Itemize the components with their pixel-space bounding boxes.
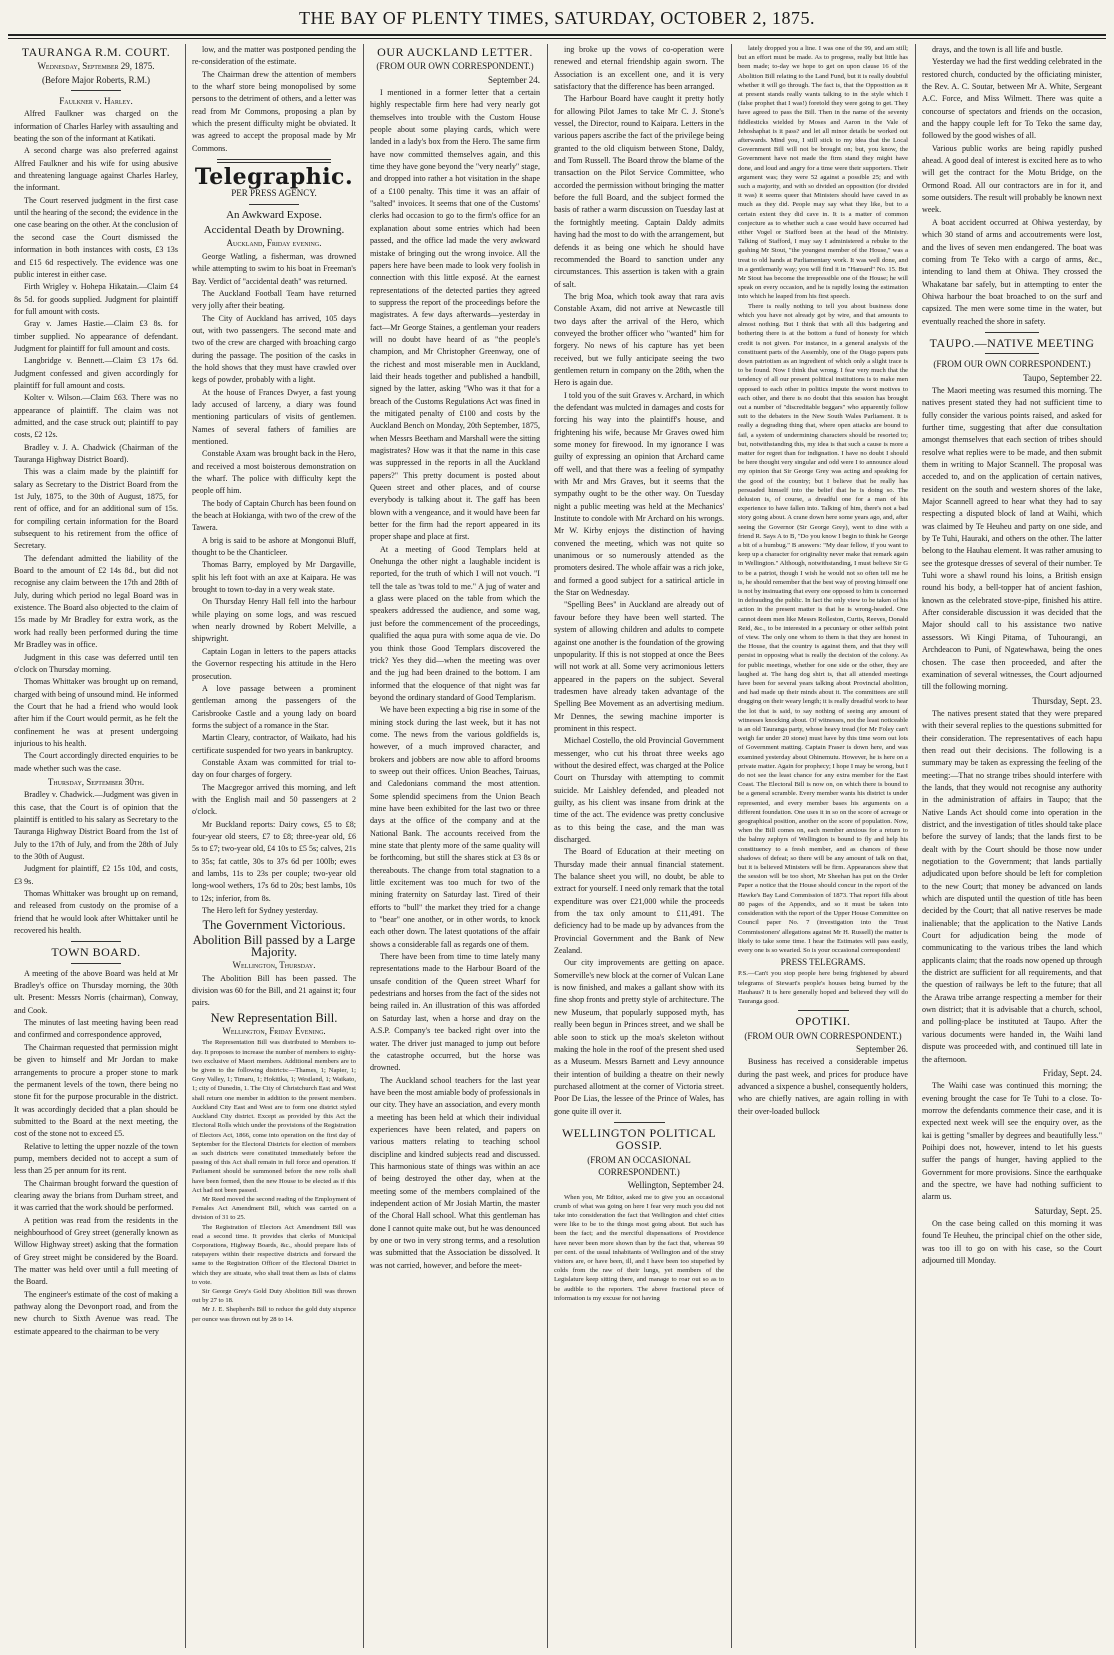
- taupo-paragraphs-3: [922, 1080, 1102, 1203]
- wellington-gossip-paragraphs: [554, 1193, 724, 1303]
- masthead-rule: [8, 34, 1106, 36]
- paragraph: The Chairman requested that permission might be given to himself and Mr Jordan to make arrangements to procure a proper stone to mark the permanent levels of the town, there being no stone fit for the purpose procurable in the district. It was accordingly decided that a plan should be submitted to the Board at the next meeting, the cost of the stone not to exceed £5.: [14, 1042, 178, 1139]
- divider: [798, 1010, 849, 1011]
- paragraph: The Macgregor arrived this morning, and left with the English mail and 50 passengers at 2 o'clock.: [192, 782, 356, 817]
- taupo-date: Taupo, September 22.: [1023, 372, 1102, 383]
- wellington-gossip-byline: (FROM AN OCCASIONAL CORRESPONDENT.): [587, 1154, 691, 1177]
- court-paragraphs: [14, 108, 178, 775]
- paragraph: Judgment for plaintiff, £2 15s 10d, and costs, £3 9s.: [14, 864, 178, 886]
- paragraph: ing broke up the vows of co-operation were renewed and eternal friendship again sworn. The Association is an excellent one, and it is very satisfactory that the difference has been arranged.: [554, 45, 724, 92]
- paragraph: Bradley v. Chadwick.—Judgment was given in this case, that the Court is of opinion that the plaintiff is entitled to his salary as Secretary to the Tauranga Highway District Board from the 1st of July to the 17th of July, and from the 28th of July to the 30th of August.: [14, 790, 178, 861]
- paragraph: "Spelling Bees" in Auckland are already out of favour before they have been well started. The system of allowing children and adults to compete against one another is the foundation of the growing unpopularity. If this is not stopped at once the Bees will not work at all. Some very acrimonious letters appeared in the papers on the subject. Several tradesmen have already taken advantage of the Spelling Bee Movement as an advertising medium. Mr Dennes, the sewing machine importer is prominent in this respect.: [554, 600, 724, 733]
- paragraph: drays, and the town is all life and bustle.: [932, 45, 1063, 54]
- wellington-gossip-heading: WELLINGTON POLITICAL GOSSIP.: [561, 1125, 717, 1153]
- column-rule: [915, 44, 916, 1648]
- paragraph: The Abolition Bill has been passed. The division was 60 for the Bill, and 21 against it; four pairs.: [192, 973, 356, 1008]
- paragraph: Yesterday we had the first wedding celebrated in the restored church, conducted by the officiating minister, the Rev. A. C. Soutar, between Mr A. White, Sergeant A.C. Force, and Miss Wilmett. There was quite a concourse of spectators and friends on the occasion, and the happy couple left for To Teko the same day, followed by the good wishes of all.: [922, 57, 1102, 141]
- court-dateline-2: Thursday, September 30th.: [47, 776, 145, 787]
- wellington-dateline-2: Wellington, Friday Evening.: [222, 1026, 326, 1037]
- auckland-letter-date: September 24.: [488, 74, 540, 85]
- court-magistrate: (Before Major Roberts, R.M.): [42, 74, 150, 85]
- paragraph: Constable Axam was brought back in the Hero, and received a most boisterous demonstration on the wharf. The police with difficulty kept the people off him.: [192, 449, 356, 496]
- paragraph: The Registration of Electors Act Amendment Bill was read a second time. It provides that clerks of Municipal Corporations, Highway Boards, &c., should prepare lists of ratepayers within their respective districts and forward the same to the Registration Officer of the Electoral District in which they are situate, who shall treat them as lists of claims to vote.: [192, 1223, 356, 1286]
- paragraph: I mentioned in a former letter that a certain highly respectable firm here had very nearly got themselves into trouble with the Custom House people about some playing cards, which were landed in a lady's box from the Hero. The same firm have now committed themselves again, and this time they have gone beyond the "very nearly" stage, and dropped into rather a hot visitation in the shape of a £100 penalty. This time it was an affair of "salted" invoices. It seems that one of the Customs' clerks had occasion to go to the firm's office for an explanation about some entries which had been passed, and the office lad made the very awkward mistake of bringing out the wrong invoice. All the papers here have been made to look very foolish in connection with this little exposé. At the earnest representations of the detected parties they agreed to suppress the report of the proceedings before the magistrates. A few days afterwards—yesterday in fact—Mr George Staines, a gentleman your readers will no doubt have heard of as "the people's champion, and Mr Christopher Greenway, one of the richest and most miserable men in Auckland, laid their heads together and published a handbill, signed by the latter, asking "Who was it that for a breach of the Customs Regulations Act was fined in the mitigated penalty of £100 and costs by the Auckland Bench on Monday, 20th September, 1875, when Messrs Beetham and Marshall were the sitting magistrates? How was it that the name in this case was suppressed in the reports in all the Auckland papers?" This pretty document is posted about Queen street and other places, and of course everybody is talking about it. The gaff has been blown with a vengeance, and it would have been far better for the firm had the report appeared in its proper shape and place at first.: [370, 88, 540, 542]
- divider: [71, 941, 120, 942]
- case-title: Faulkner v. Harley.: [59, 96, 133, 107]
- paragraph: The Harbour Board have caught it pretty hotly for allowing Pilot James to take Mr C. J. Stone's vessel, the Director, round to Kaipara. Letters in the various papers ascribe the fact of the privilege being granted to the old cliquism between Stone, Daldy, and Tom Russell. The Board throw the blame of the transaction on the Pilot Service Committee, who accorded the permission without bringing the matter before the full Board, and the subject formed the basis of rather a warm discussion on Tuesday last at the fortnightly meeting. Captain Daldy admits having had the most to do with the arrangement, but defends it as being one which he should have recommended the Board to sanction under any circumstances. This assertion is taken with a grain of salt.: [554, 94, 724, 289]
- representation-paragraphs: [192, 1038, 356, 1323]
- paragraph: The Maori meeting was resumed this morning. The natives present stated they had not sufficient time to fully consider the various points raised, and asked for further time, suggesting that after due consultation amongst themselves that each section of tribes should resolve what replies were to be made, and then submit them in writing to Major Scannell. The proposal was acceded to, and on the application of certain natives, resident on the south and western shores of the lake, Major Scannell agreed to hear what they had to say respecting a disputed block of land at Waihi, which was claimed by Te Heuheu and party on one side, and by Te Tuhi, Hauraki, and others on the other. The latter belong to the Hauhau element. It was rather amusing to see the grotesque dresses of several of their number. Te Tuhi wore a shawl round his loins, a British ensign round his body, a bell-topper hat of ancient fashion, known as the celebrated stove-pipe, finished his attire. After considerable discussion it was decided that the Major should call to his assistance two native assessors. Wi Kingi Pitama, of Tuhourangi, an Archdeacon to Puni, of Ngatewhawa, being the ones chosen. The case then proceeded, and after the examination of several witnesses, the Court adjourned till the following morning.: [922, 385, 1102, 692]
- paragraph: A brig is said to be ashore at Mongonui Bluff, thought to be the Chanticleer.: [192, 535, 356, 558]
- column-5: [738, 44, 908, 1648]
- paragraph: The Chairman drew the attention of members to the wharf store being monopolised by some persons to the detriment of others, and a letter was read from Mr Commons, proposing a plan by which the present difficulty might be obviated. It was agreed to accept the proposal made by Mr Commons.: [192, 69, 356, 153]
- taupo-paragraphs-2: [922, 708, 1102, 1066]
- divider: [71, 90, 120, 91]
- paragraph: A boat accident occurred at Ohiwa yesterday, by which 30 stand of arms and accoutrements were lost, and the lives of seven men endangered. The boat was coming from Te Teko with a cargo of arms, &c., intending to land them at Ohiwa. They crossed the Whakatane bar safely, but in attempting to enter the Ohiwa harbour the boat broached to on the surf and capsized. The men were some time in the water, but eventually reached the shore in safety.: [922, 217, 1102, 326]
- masthead: THE BAY OF PLENTY TIMES, SATURDAY, OCTOBER 2, 1875.: [299, 8, 815, 28]
- paragraph: The natives present stated that they were prepared with their several replies to the questions submitted for their consideration. The representatives of each hapu then read out their decisions. The following is a summary may be taken as expressing the feeling of the meeting:—That no strange tribes should interfere with the lands, that they would not recognise any authority in the administration of affairs in Taupo; that the Native Lands Act should come into operation in the district, and the investigation of titles should take place before the survey of lands; that the lands first to be dealt with by the Court should be those now under negotiation to the Government; that lands partially adjudicated upon before should be left for completion to the new Court; that money be advanced on lands which are disputed until the question of title has been decided by the Court; that all native reserves be made inalienable; that the application to the Native Lands Court for adjudication being the mode of communicating to the various tribes the land which applicants claim; that the roads now opened up through the district are sufficient for all requirements, and that the question of railways be left to the future; that all the Arawa tribe arrange respecting a member for their own district; that it is advisable that a church, school, and polling-place be instituted at Taupo. After the various documents were handed in, the Waihi land dispute was proceeded with, and continued till late in the afternoon.: [922, 708, 1102, 1064]
- taupo-paragraphs: [922, 385, 1102, 694]
- paragraph: The Auckland Football Team have returned very jolly after their beating.: [192, 288, 356, 311]
- paragraph: Sir George Grey's Gold Duty Abolition Bill was thrown out by 27 to 18.: [192, 1287, 356, 1305]
- paragraph: A petition was read from the residents in the neighbourhood of Grey street (generally known as Willow Highway street) asking that the formation of Grey street might be considered by the Board. The matter was held over until a full meeting of the Board.: [14, 1215, 178, 1287]
- double-rule: [217, 159, 332, 163]
- paragraph: A meeting of the above Board was held at Mr Bradley's office on Thursday morning, the 30th ult. Present: Messrs Norris (chairman), Conway, and Cook.: [14, 968, 178, 1015]
- divider: [249, 204, 298, 205]
- paragraph: A second charge was also preferred against Alfred Faulkner and his wife for using abusive and threatening language against Charles Harley, the informant.: [14, 146, 178, 193]
- column-2: [192, 44, 356, 1648]
- paragraph: Thomas Barry, employed by Mr Dargaville, split his left foot with an axe at Kaipara. He was brought to town to-day in a very weak state.: [192, 560, 356, 595]
- paragraph: The Court reserved judgment in the first case until the hearing of the second; the evidence in the one case bearing on the other. At the conclusion of the second case the Court dismissed the information in both instances with costs, £3 13s and £15 6d respectively. The evidence was one public interest in either case.: [14, 195, 178, 279]
- paragraph: Bradley v. J. A. Chadwick (Chairman of the Tauranga Highway District Board).: [14, 442, 178, 464]
- abolition-paragraphs: [192, 973, 356, 1010]
- headline-representation: New Representation Bill.: [210, 1010, 338, 1025]
- paragraph: There is really nothing to tell you about business done which you have not already got by wire, and that amounts to almost nothing. But I think that with all this badgering and bothering there is at the bottom a fund of honesty for which credit is not given. For instance, in a general analysis of the constituent parts of the Assembly, one of the Otago papers puts down patriotism as an ingredient of which only a slight trace is to be found. Now I think that wrong. I fear very much that the tendency of all our present political institutions is to make men opposed to each other in politics impute the worst motives to each other, and there is no doubt that this session has brought out a number of "discreditable beggars" who apparently follow suit to the debaters in the New South Wales Parliament. It is really a degrading thing that, where open attacks are bound to fail, a system of undermining characters should be resorted to; but, notwithstanding this, my idea is that such a cause is more a matter for regret than for indignation. I have no doubt I should be here thought very singular and odd were I to announce aloud my opinion that Sir George Grey was acting and speaking for the good of the country; but I believe that he really has persuaded himself into the belief that he is doing so. The delusion is, of course, a dreadful one for a man of his experience to have fallen into. Talking of him, there's not a bad story going about. A crane down here some years ago, and, after seeing the Governor (Sir George Grey), went to dine with a friend R. Says A to B, "Do you know I begin to think he George a bit of a humbug." B answers: "My dear fellow, if you want to keep up a character for originality never make that remark again in Wellington." Although, notwithstanding, I must believe Sir G to be a patriot, though I wish he would not so often tell me he is, he should remember that the best way of proving himself one is not by insinuating that every one opposed to him is concerned in defrauding the public. In fact the only view to be taken of his action in the present matter is that he is wrong-headed. One cannot deem men like Messrs Rolleston, Curtis, Reeves, Donald Reid, &c., to be interested in a pecuniary or other selfish point of view. The only one whom to them is that they are honest in the House, that the country is against them, and that they will persist in opposing what is really the decision of the colony. As for public meetings, whether for one side or the other, they are laughed at. The hang dog shirt is, that all attended meetings have been for several years talking about Provincial abolition, and had made up their minds about it. The committees are still dragging on their weary length; it is really dreadful work to hear the lot that is said, to say nothing of seeing any amount of witnesses knocking about. Of witnesses, not the least noticeable is an old Tauranga party, whose heavy tread (for Mr Foley can't weigh far under 20 stone) must have by this time worn out lots of Government matting. Captain Fraser is down here, and was examined yesterday about Ohinemutu. However, he is here on a private matter. Again for prophecy; I hope I may be wrong, but I do not see the least chance for any extra member for the East Coast. The Electoral Bill is now on, on which there is bound to be a general scramble. Every member wants his district is under represented, and every member bases his arguments on a different foundation. One uses it in so on the score of acreage or geographical position, another on the score of population. Now, when the Bill comes on, each member anxious for a return to the balmy zephyrs of Wellington is bound to fly and help his constituency to a fresh member, and as chances of these shadows of defeat; so there will be any amount of talk on that, but it is believed Ministers will be firm. Appearances shew that the session will be too short, Mr Sheehan has put on the Order Paper a notice that the House should concur in the report of the Hawke's Bay Land Commission of 1873. That report fills about 80 pages of the Appendix, and so it must be taken into consideration with the report of the Upper House Committee on Council paper No. 7 (investigation into the Trust Commissioners' allegations against Mr H. Russell) the matter is likely to take some time. I hear the Estimates will pass easily, every one is so wearied. So is your occasional correspondent!: [738, 302, 908, 954]
- column-rule: [363, 44, 364, 1648]
- taupo-date-3: Friday, Sept. 24.: [1042, 1067, 1102, 1078]
- paragraph: Mr J. E. Shepherd's Bill to reduce the gold duty sixpence per ounce was thrown out by 28 to 14.: [192, 1306, 356, 1323]
- taupo-date-2: Thursday, Sept. 23.: [1032, 695, 1102, 706]
- auckland-dateline: Auckland, Friday evening.: [226, 238, 322, 249]
- postscript: P.S.—Can't you stop people here being frightened by absurd telegrams of Stewart's people's houses being burned by the Hauhaus? It is here generally hoped and believed they will do Tauranga good.: [738, 970, 908, 1006]
- paragraph: Captain Logan in letters to the papers attacks the Governor respecting his attitude in the Hero prosecution.: [192, 646, 356, 681]
- paragraph: The Waihi case was continued this morning; the evening brought the case for Te Tuhi to a close. To-morrow the defendants commence their case, and it is expected next week will see the enquiry over, as the kai is getting "smaller by degrees and beautifully less." Poihipi does not, however, intend to let his guests suffer the pangs of hunger, having applied to the Government for more provisions. Since the earthquake and the spectre, we have had nothing sufficient to alarm us.: [922, 1081, 1102, 1202]
- auckland-letter-continued: [554, 44, 724, 1118]
- opotiki-paragraphs: [738, 1056, 908, 1118]
- column-6: [922, 44, 1102, 1648]
- paragraph: George Watling, a fisherman, was drowned while attempting to swim to his boat in Freeman's Bay. Verdict of "accidental death" was returned.: [192, 251, 356, 286]
- paragraph: Martin Cleary, contractor, of Waikato, had his certificate suspended for two years in bankruptcy.: [192, 733, 356, 755]
- paragraph: Thomas Whittaker was brought up on remand, charged with being of unsound mind. He informed the Court that he had a friend who would look after him if the Court would permit, as he felt the confinement he was at present undergoing injurious to his health.: [14, 677, 178, 748]
- headline-drowning: Accidental Death by Drowning.: [203, 224, 345, 237]
- column-1: [14, 44, 178, 1648]
- paragraph: Judgment in this case was deferred until ten o'clock on Thursday morning.: [14, 652, 178, 674]
- opotiki-date: September 26.: [856, 1043, 908, 1054]
- paragraph: Various public works are being rapidly pushed ahead. A good deal of interest is excited here as to who will get the contract for the Motu Bridge, on the Ormond Road. All our contractors are in for it, and some outsiders. The result will probably be known next week.: [922, 143, 1102, 215]
- paragraph: Constable Axam was committed for trial to-day on four charges of forgery.: [192, 757, 356, 780]
- auckland-letter-paragraphs: [370, 87, 540, 1272]
- paragraph: The brig Moa, which took away that rara avis Constable Axam, did not arrive at Newcastle till two days after the arrival of the Hero, which conveyed the brother officer who "wanted" him for forgery. No news of his capture has yet been received, but we fully anticipate seeing the two gentlemen return in company on the 28th, when the Hero is again due.: [554, 291, 724, 388]
- opotiki-heading: OPOTIKI.: [795, 1014, 851, 1029]
- column-3: [370, 44, 540, 1648]
- paragraph: The Court accordingly directed enquiries to be made whether such was the case.: [14, 751, 178, 773]
- paragraph: On the case being called on this morning it was found Te Heuheu, the principal chief on the other side, was too ill to go on with his case, so the Court adjourned till Monday.: [922, 1218, 1102, 1265]
- paragraph: The City of Auckland has arrived, 105 days out, with two passengers. The second mate and two of the crew are charged with broaching cargo during the passage. The position of the casks in the hold shows that they must have crawled over kegs of powder, probably with a light.: [192, 313, 356, 385]
- paragraph: The defendant admitted the liability of the Board to the amount of £2 14s 8d., but did not recognise any claim between the 17th and 28th of July, during which period no legal Board was in existence. The Board also objected to the claim of 15s made by Mr Bradley for extra work, as the work had really been performed during the time Mr Bradley was in office.: [14, 553, 178, 650]
- paragraph: Alfred Faulkner was charged on the information of Charles Harley with assaulting and beating the son of the informant at Katikati.: [14, 109, 178, 144]
- paragraph: Michael Costello, the old Provincial Government messenger, who cut his throat three weeks ago without the desired effect, was charged at the Police Court on Thursday with attempting to commit suicide. Mr Laishley defended, and pleaded not guilty, as his client was insane from drink at the time of the act. The evidence was pretty conclusive as to this being the case, and the man was discharged.: [554, 736, 724, 844]
- town-board-heading: TOWN BOARD.: [51, 945, 141, 960]
- taupo-heading: TAUPO.—NATIVE MEETING: [929, 335, 1095, 350]
- paragraph: Our city improvements are getting on apace. Somerville's new block at the corner of Vulcan Lane is now finished, and makes a gallant show with its fine shop fronts and pretty style of architecture. The new Museum, that popularly supposed myth, has really been begun in Princes street, and we shall be able soon to stick up the moa's skeleton without making the hole in the roof of the present shed used as a Museum. Messrs Barnett and Levy announce their intention of building a theatre on their newly purchased allotment at the corner of Victoria street. Poor De Lias, the lessee of the Prince of Wales, has gone quite ill over it.: [554, 958, 724, 1116]
- paragraph: The Chairman brought forward the question of clearing away the brians from Durham street, and it was carried that the work should be performed.: [14, 1178, 178, 1213]
- paragraph: When you, Mr Editor, asked me to give you an occasional crumb of what was going on here I fear very much you did not take into consideration the fact that Wellington and chief cities were like to be to the things most going about. But such has been the fact; and the merciful dispensations of Providence have never been more shown than by the fact that, whereas 99 per cent. of the usual inhabitants of Wellington and of the stray visitors are, or have been, ill, and I have been too stupefied by colds from the raw of their lungs, yet members of the Legislature keep sitting there, and manage to roar out so as to be audible to the reporters. The above fractional piece of information is my excuse for not having: [554, 1193, 724, 1302]
- column-rule: [731, 44, 732, 1648]
- wellington-dateline: Wellington, Thursday.: [232, 960, 316, 971]
- divider: [614, 1122, 665, 1123]
- town-board-continued: [192, 44, 356, 155]
- town-board-paragraphs: [14, 968, 178, 1338]
- paragraph: The Auckland school teachers for the last year have been the most amiable body of professionals in our city. They have an association, and every month a meeting has been held at which their individual experiences have been related, and papers on various matters relating to teaching school discipline and kindred subjects read and discussed. This harmonious state of things was within an ace of being destroyed the other day, when at the meeting some of the members complained of the independent action of Mr Josiah Martin, the master of the Choral Hall school. What this gentleman has done I cannot quite make out, but he was denounced by one or two in very strong terms, and a resolution was submitted that the Association be dissolved. It was not carried, however, and before the meet-: [370, 1075, 540, 1270]
- paragraph: On Thursday Henry Hall fell into the harbour while playing on some logs, and was rescued when nearly drowned by Robert Melville, a shipwright.: [192, 597, 356, 644]
- divider: [985, 332, 1039, 333]
- paragraph: Mr Buckland reports: Dairy cows, £5 to £8; four-year old steers, £7 to £8; three-year old, £6 5s to £7; two-year old, £4 10s to £5 5s; calves, 21s to 35s; fat cattle, 30s to 37s 6d per 100lb; ewes and lambs, 11s to 23s per couple; two-year old long-wool wethers, 17s 6d to 20s; best lambs, 10s to 12s; inferior, from 8s.: [192, 819, 356, 903]
- paragraph: lately dropped you a line. I was one of the 99, and am still; but an effort must be made. As to progress, really but little has been made; to-day we hope to get on upon clause 16 of the Abolition Bill relating to the Land Fund, but it is really doubtful whether it will go through. The fact is, that the Opposition as it at present stands really wants talking to in the style which I (false prophet that I was!) foretold they were going to get. They have agreed to pass the Bill. Then in the name of the seventy fiddlesticks wielded by Moses and Aaron in the Vale of Jehoshaphat is it pass? and let all minor details be worked out afterwards. Mind you, I still stick to my idea that the Local Government Bill will not be brought on; but, you know, the Government have not made the firm stand they might have done, and loud and angry for a time were their supporters. Their argument was; they were 52 against a possible 25; and with such a majority, and with so divided an opposition (for divided it was) it seems queer that Ministers should have caved in as much as they did. People may say what they like, but to a certain extent they did cave in. It is a matter of common conjecture as to whether such a case would have occurred had either Vogel or Stafford been at the head of the Ministry. Talking of Stafford, I may say I administered a rebuke to the gushing Mr Stout, "the youngest member of the House," was a treat to old hands at Parliamentary work. It was well done, and in a gentlemanly way; you will find it in "Hansard" No. 15. But Mr Stout has become the irrepressible one of the House; he will speak on every occasion, and he is rapidly losing the estimation into which he leaped from his first speech.: [738, 45, 908, 301]
- paragraph: Business has received a considerable impetus during the past week, and prices for produce have advanced a sixpence a bushel, consequently holders, who are chiefly natives, are again rolling in with their over-loaded bullock: [738, 1057, 908, 1116]
- auckland-letter-byline: (FROM OUR OWN CORRESPONDENT.): [376, 61, 534, 72]
- paragraph: Thomas Whittaker was brought up on remand, and released from custody on the promise of a friend that he would look after Whittaker until he recovered his health.: [14, 889, 178, 936]
- headline-government: The Government Victorious.: [202, 918, 346, 933]
- paragraph: We have been expecting a big rise in some of the mining stock during the last week, but it has not come. The news from the various goldfields is, however, of a much improved character, and brokers and jobbers are now able to afford brooms to sweep out their offices. Union Beaches, Tairuas, and Caledonians command the most attention. Some splendid specimens from the Union Beach mine have been exhibited for the last two or three days at the office of the company and at the National Bank. The accounts received from the mine state that plenty more of the same quality will be forthcoming, but still the shares stick at £3 8s or thereabouts. The change from total stagnation to a little excitement was too much for two of the mining fraternity on Saturday last. Tired of their efforts to "bull" the market they tried for a change to "bear" one another, or in other words, to knock each other down. The latest quotations of the affair shows a considerable fall as regards one of them.: [370, 705, 540, 949]
- paragraph: Firth Wrigley v. Hohepa Hikatain.—Claim £4 8s 5d. for goods supplied. Judgment for plaintiff for full amount with costs.: [14, 282, 178, 316]
- wellington-gossip-continued: [738, 44, 908, 955]
- press-telegrams-label: PRESS TELEGRAMS.: [780, 957, 866, 968]
- wellington-gossip-date: Wellington, September 24.: [627, 1180, 724, 1191]
- divider: [71, 963, 120, 964]
- column-4: [554, 44, 724, 1648]
- paragraph: The engineer's estimate of the cost of making a pathway along the Devonport road, and from the new church to Sixth Avenue was read. The estimate appeared to the chairman to be very: [14, 1289, 178, 1336]
- taupo-byline: (FROM OUR OWN CORRESPONDENT.): [933, 359, 1091, 370]
- paragraph: A love passage between a prominent gentleman among the passengers of the Carisbrooke Castle and a young lady on board forms the subject of a romance in the Star.: [192, 683, 356, 730]
- taupo-paragraphs-4: [922, 1218, 1102, 1267]
- court-paragraphs-2: [14, 789, 178, 937]
- auckland-letter-heading: OUR AUCKLAND LETTER.: [377, 45, 533, 59]
- paragraph: Gray v. James Hastie.—Claim £3 8s. for timber supplied. No appearance of defendant. Judgment for plaintiff for full amount and costs.: [14, 319, 178, 353]
- telegraphic-heading: Telegraphic.: [194, 164, 354, 191]
- paragraph: The Board of Education at their meeting on Thursday made their annual financial statement. The balance sheet you will, no doubt, be able to extract for yourself. I need only remark that the total expenditure was over £21,000 while the proceeds from the tax only amount to £11,491. The deficiency had to be made up by advances from the Provincial Government and the Bank of New Zealand.: [554, 847, 724, 956]
- opotiki-continued: [922, 44, 1102, 328]
- paragraph: I told you of the suit Graves v. Archard, in which the defendant was mulcted in damages and costs for forcing his way into the plaintiff's house, and frightening his wife, because Mr Graves owed him some money for firewood. In my ignorance I was guilty of expressing an opinion that Archard came off well, and that there was a feeling of sympathy with Mr and Mrs Graves, but it seems that the sympathy ought to be the other way. On Tuesday night a public meeting was held at the Mechanics' Institute to condole with Mr Archard on his wrongs. Mr W. Kirby enjoys the distinction of having convened the meeting, which was not quite so unanimous or so numerously attended as the promoters desired. The whole affair was a rich joke, and formed a good subject for a satirical article in the Star on Wednesday.: [554, 390, 724, 598]
- paragraph: At the house of Frances Dwyer, a fast young lady accused of larceny, a diary was found mentioning particulars of visits of gentlemen. Names of several fathers of families are mentioned.: [192, 387, 356, 446]
- column-rule: [185, 44, 186, 1648]
- divider: [985, 353, 1039, 354]
- telegraph-paragraphs: [192, 251, 356, 918]
- paragraph: The body of Captain Church has been found on the beach at Hokianga, with two of the crew of the Tawera.: [192, 498, 356, 533]
- paragraph: This was a claim made by the plaintiff for salary as Secretary to the District Board from the 1st July, 1875, to the 30th of August, 1875, for rent of office, and for an additional sum of 15s. for compiling certain information for the Board subsequent to his retirement from the office of Secretary.: [14, 467, 178, 551]
- paragraph: At a meeting of Good Templars held at Onehunga the other night a laughable incident is reported, for the truth of which I will not vouch. "I tell the tale as 'twas told to me." A jug of water and a glass were placed on the table from which the speakers addressed the audience, and some wag, just before the commencement of the proceedings, qualified the aqua pura with some aqua de vie. Do you think those Good Templars discovered the trick? Yes they did—when the meeting was over and the jug had been drained to the bottom. I am informed that the eloquence of that night was far beyond the ordinary standard of Good Templarism.: [370, 544, 540, 702]
- column-rule: [547, 44, 548, 1648]
- paragraph: Relative to letting the upper nozzle of the town pump, members decided not to accept a sum of less than 25 per annum for its rent.: [14, 1141, 178, 1176]
- masthead-rule-thin: [8, 38, 1106, 39]
- taupo-date-4: Saturday, Sept. 25.: [1034, 1205, 1102, 1216]
- paragraph: Kolter v. Wilson.—Claim £63. There was no appearance of plaintiff. The claim was not admitted, and the case struck out; plaintiff to pay costs, £2 12s.: [14, 393, 178, 440]
- headline-abolition: Abolition Bill passed by a Large Majority.: [192, 932, 356, 960]
- paragraph: The Representation Bill was distributed to Members to-day. It proposes to increase the number of members to eighty-two exclusive of Maori members. Additional members are to be given to the following districts:—Thames, 1; Napier, 1; Grey Valley, 1; Timaru, 1; Hokitika, 1; Westland, 1; Waikato, 1; city of Dunedin, 1. The City of Christchurch East and West shall return one member in addition to the present members. Auckland City East and West are to form one district styled Auckland City district. Except as provided by this Act the Electoral Rolls which under the provisions of the Registration of Electors Act, 1866, come into operation on the first day of September for the Electoral Districts for election of members as such districts were constituted immediately before the passing of this Act shall remain in full force and operation. If Parliament should be summoned before the new rolls shall have been formed, then the new House to be elected as if this Act had not been passed.: [192, 1039, 356, 1194]
- paragraph: Mr Reed moved the second reading of the Employment of Females Act Amendment Bill, which was carried on a division of 31 to 25.: [192, 1195, 356, 1222]
- paragraph: There have been from time to time lately many representations made to the Harbour Board of the unsafe condition of the Queen street Wharf for pedestrians and horses from the fact of the sides not being railed in. An illustration of this was afforded on Saturday last, when a horse and dray on the A.S.P. Company's tee backed right over into the water. The driver just managed to jump out before the catastrophe occurred, but the horse was drowned.: [370, 952, 540, 1073]
- court-heading: TAURANGA R.M. COURT.: [21, 45, 171, 59]
- paragraph: The Hero left for Sydney yesterday.: [202, 906, 318, 916]
- paragraph: low, and the matter was postponed pending the re-consideration of the estimate.: [192, 45, 356, 67]
- press-agency: PER PRESS AGENCY.: [231, 188, 317, 199]
- headline-expose: An Awkward Expose.: [226, 208, 322, 221]
- paragraph: Langbridge v. Bennett.—Claim £3 17s 6d. Judgment confessed and given accordingly for plaintiff for full amount and costs.: [14, 356, 178, 390]
- opotiki-byline: (FROM OUR OWN CORRESPONDENT.): [744, 1030, 902, 1041]
- paragraph: The minutes of last meeting having been read and confirmed and correspondence approved,: [14, 1018, 178, 1040]
- court-dateline: Wednesday, September 29, 1875.: [37, 61, 155, 72]
